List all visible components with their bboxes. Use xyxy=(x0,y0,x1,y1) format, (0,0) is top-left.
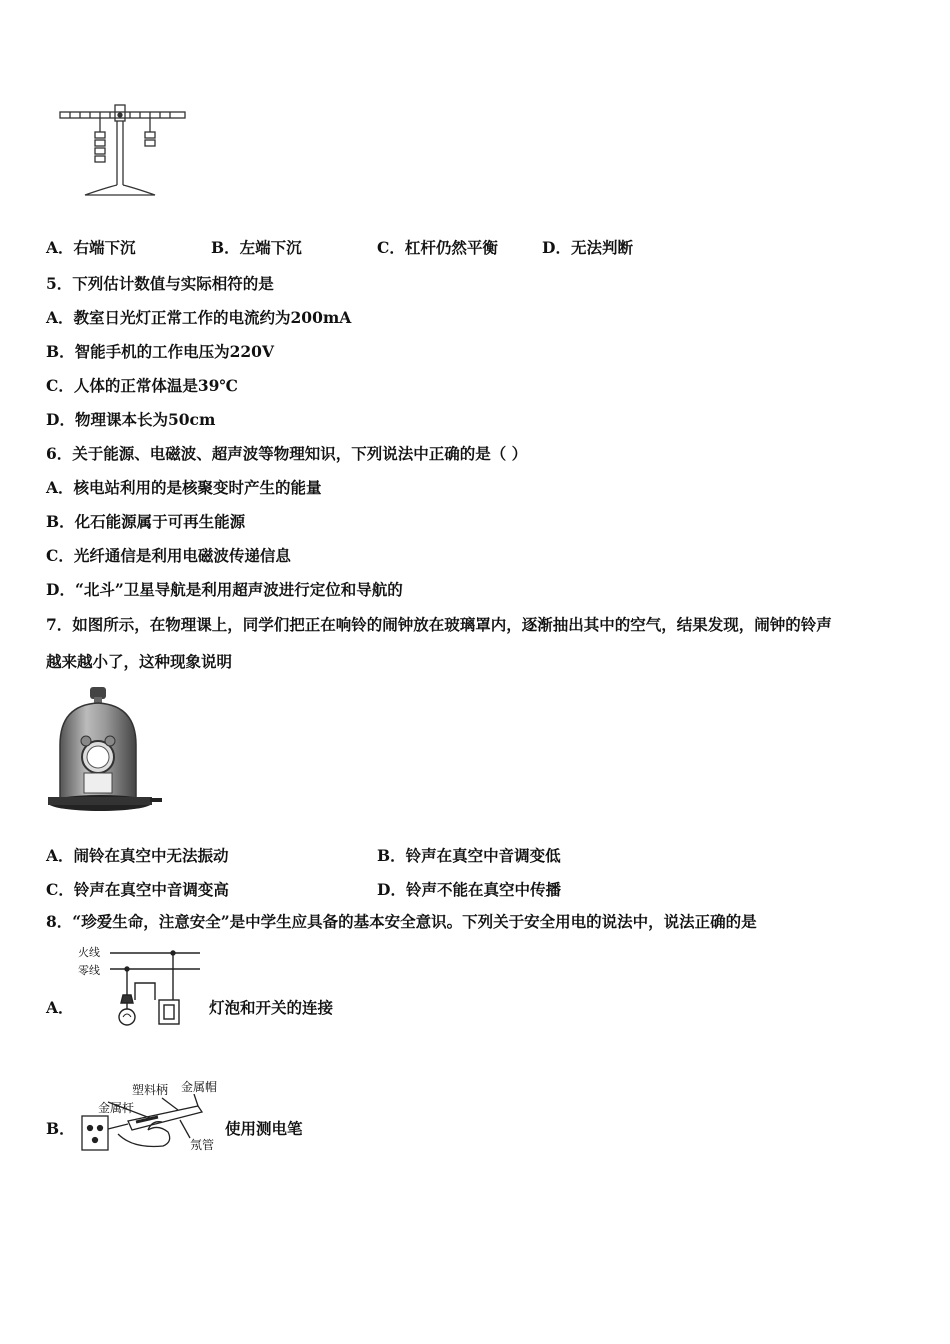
metal-rod-label: 金属杆 xyxy=(98,1101,135,1115)
q8-option-a-letter: A． xyxy=(46,998,74,1017)
q7-option-c: C．铃声在真空中音调变高 xyxy=(46,880,229,899)
q8-option-b-text: 使用测电笔 xyxy=(225,1119,303,1138)
q5-option-d: D．物理课本长为50cm xyxy=(46,410,216,429)
circuit-figure xyxy=(105,945,205,1040)
neon-tube-label: 氖管 xyxy=(190,1138,215,1152)
bell-jar-figure xyxy=(46,685,164,823)
q8-option-a-text: 灯泡和开关的连接 xyxy=(209,998,334,1017)
lever-figure xyxy=(55,100,190,200)
q7-option-b: B．铃声在真空中音调变低 xyxy=(377,846,561,865)
q4-option-c: C．杠杆仍然平衡 xyxy=(377,238,498,257)
plastic-handle-label: 塑料柄 xyxy=(132,1083,169,1097)
neutral-wire-label: 零线 xyxy=(78,964,100,977)
q6-stem: 6．关于能源、电磁波、超声波等物理知识，下列说法中正确的是（ ） xyxy=(46,444,528,463)
q5-option-a: A．教室日光灯正常工作的电流约为200mA xyxy=(46,308,352,327)
q8-stem: 8．“珍爱生命，注意安全”是中学生应具备的基本安全意识。下列关于安全用电的说法中，说法正确的是 xyxy=(46,912,757,931)
q7-stem-line1: 7．如图所示，在物理课上，同学们把正在响铃的闹钟放在玻璃罩内，逐渐抽出其中的空气，结果发现，闹钟的铃声 xyxy=(46,615,832,634)
live-wire-label: 火线 xyxy=(78,946,100,959)
q5-option-b: B．智能手机的工作电压为220V xyxy=(46,342,274,361)
q6-option-a: A．核电站利用的是核聚变时产生的能量 xyxy=(46,478,322,497)
q4-option-b: B．左端下沉 xyxy=(211,238,302,257)
q6-option-b: B．化石能源属于可再生能源 xyxy=(46,512,246,531)
q5-option-c: C．人体的正常体温是39℃ xyxy=(46,376,238,395)
q7-option-a: A．闹铃在真空中无法振动 xyxy=(46,846,229,865)
q7-option-d: D．铃声不能在真空中传播 xyxy=(377,880,561,899)
q4-option-a: A．右端下沉 xyxy=(46,238,136,257)
q7-stem-line2: 越来越小了，这种现象说明 xyxy=(46,652,233,671)
q6-option-d: D．“北斗”卫星导航是利用超声波进行定位和导航的 xyxy=(46,580,403,599)
metal-cap-label: 金属帽 xyxy=(181,1080,218,1094)
q5-stem: 5．下列估计数值与实际相符的是 xyxy=(46,274,274,293)
q6-option-c: C．光纤通信是利用电磁波传递信息 xyxy=(46,546,291,565)
q8-option-b-letter: B． xyxy=(46,1119,75,1138)
q4-option-d: D．无法判断 xyxy=(542,238,633,257)
test-pen-figure xyxy=(78,1094,218,1156)
